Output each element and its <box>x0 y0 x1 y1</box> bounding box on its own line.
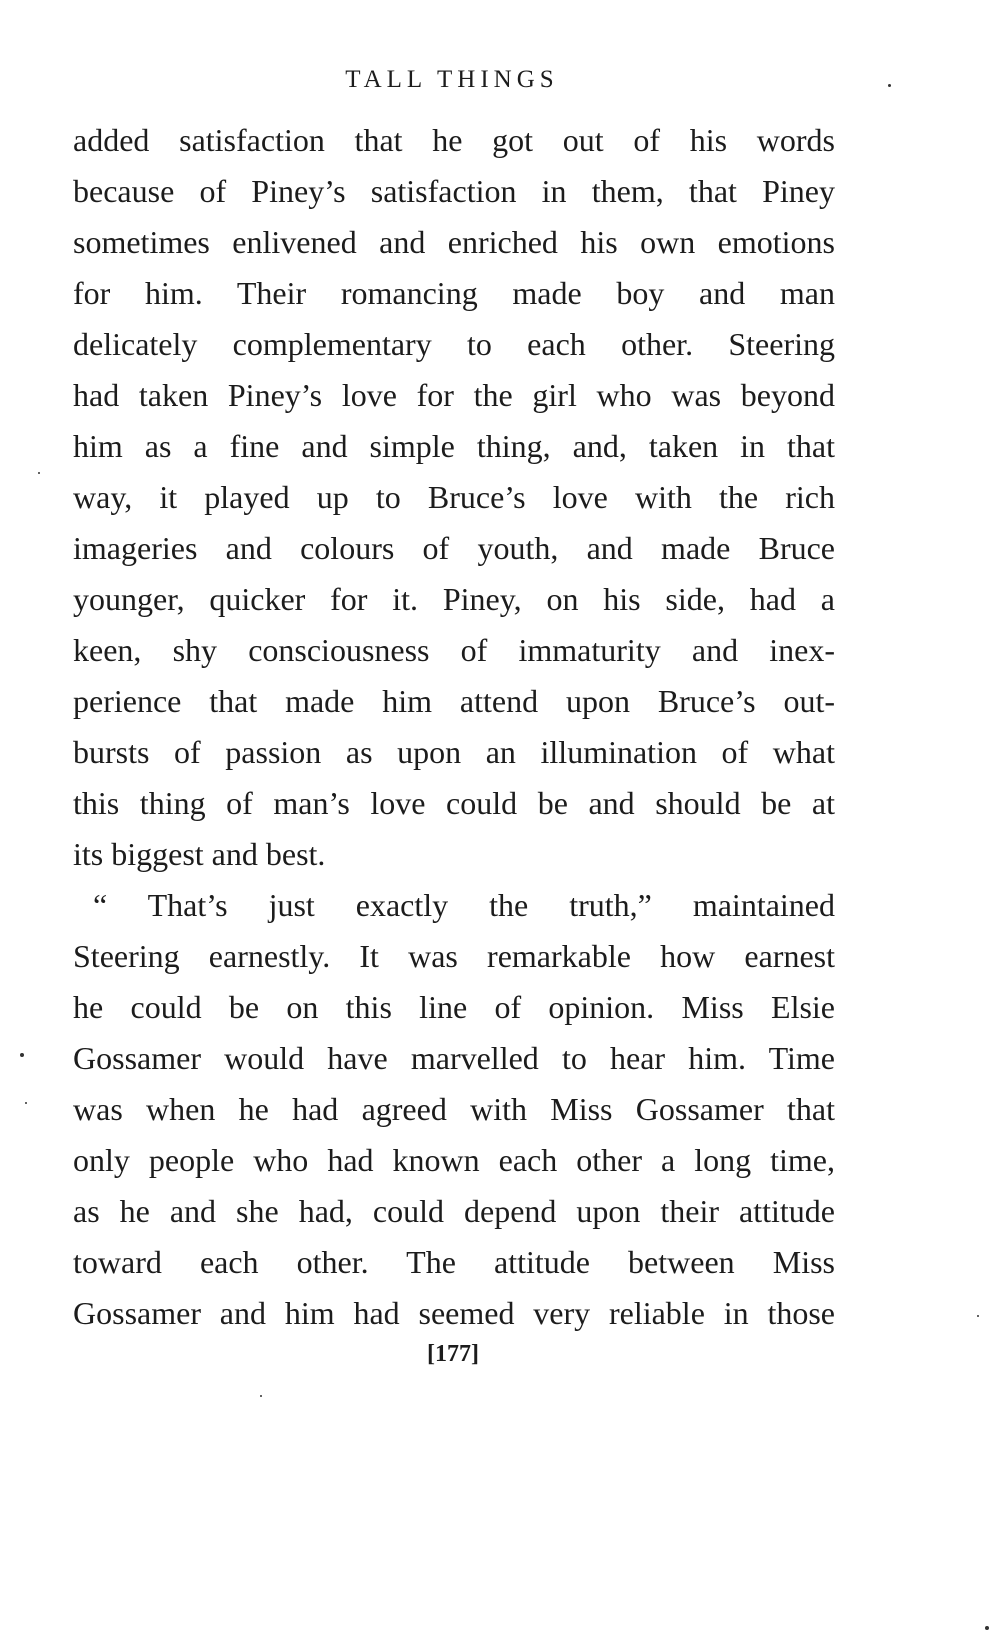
text-line: delicately complementary to each other. Steering <box>73 326 835 362</box>
text-line: he could be on this line of opinion. Miss Elsie <box>73 989 835 1025</box>
text-line: added satisfaction that he got out of his words <box>73 122 835 158</box>
text-line: toward each other. The attitude between Miss <box>73 1244 835 1280</box>
scan-speck <box>38 472 40 474</box>
text-line: sometimes enlivened and enriched his own emotions <box>73 224 835 260</box>
text-line: this thing of man’s love could be and should be at <box>73 785 835 821</box>
text-line: Steering earnestly. It was remarkable how earnest <box>73 938 835 974</box>
scan-speck <box>260 1395 262 1397</box>
text-line: Gossamer would have marvelled to hear him. Time <box>73 1040 835 1076</box>
scan-speck <box>25 1102 27 1104</box>
scan-speck <box>888 84 891 87</box>
text-line: younger, quicker for it. Piney, on his side, had a <box>73 581 835 617</box>
text-line: its biggest and best. <box>73 836 326 872</box>
text-line: “ That’s just exactly the truth,” maintained <box>93 887 835 923</box>
text-line: imageries and colours of youth, and made Bruce <box>73 530 835 566</box>
text-line: because of Piney’s satisfaction in them, that Piney <box>73 173 835 209</box>
text-line: him as a fine and simple thing, and, taken in that <box>73 428 835 464</box>
running-head: TALL THINGS <box>345 66 559 93</box>
text-line: for him. Their romancing made boy and man <box>73 275 835 311</box>
text-line: had taken Piney’s love for the girl who was beyond <box>73 377 835 413</box>
scan-speck <box>977 1315 979 1317</box>
text-line: as he and she had, could depend upon their attitude <box>73 1193 835 1229</box>
text-line: bursts of passion as upon an illumination of what <box>73 734 835 770</box>
scan-speck <box>985 1626 989 1630</box>
text-line: only people who had known each other a long time, <box>73 1142 835 1178</box>
page-number: [177] <box>427 1341 479 1367</box>
text-line: was when he had agreed with Miss Gossamer that <box>73 1091 835 1127</box>
scan-speck <box>20 1053 24 1057</box>
text-line: perience that made him attend upon Bruce’s out- <box>73 683 835 719</box>
text-line: way, it played up to Bruce’s love with the rich <box>73 479 835 515</box>
text-line: Gossamer and him had seemed very reliable in those <box>73 1295 835 1331</box>
text-line: keen, shy consciousness of immaturity and inex- <box>73 632 835 668</box>
body-text <box>73 115 835 1339</box>
